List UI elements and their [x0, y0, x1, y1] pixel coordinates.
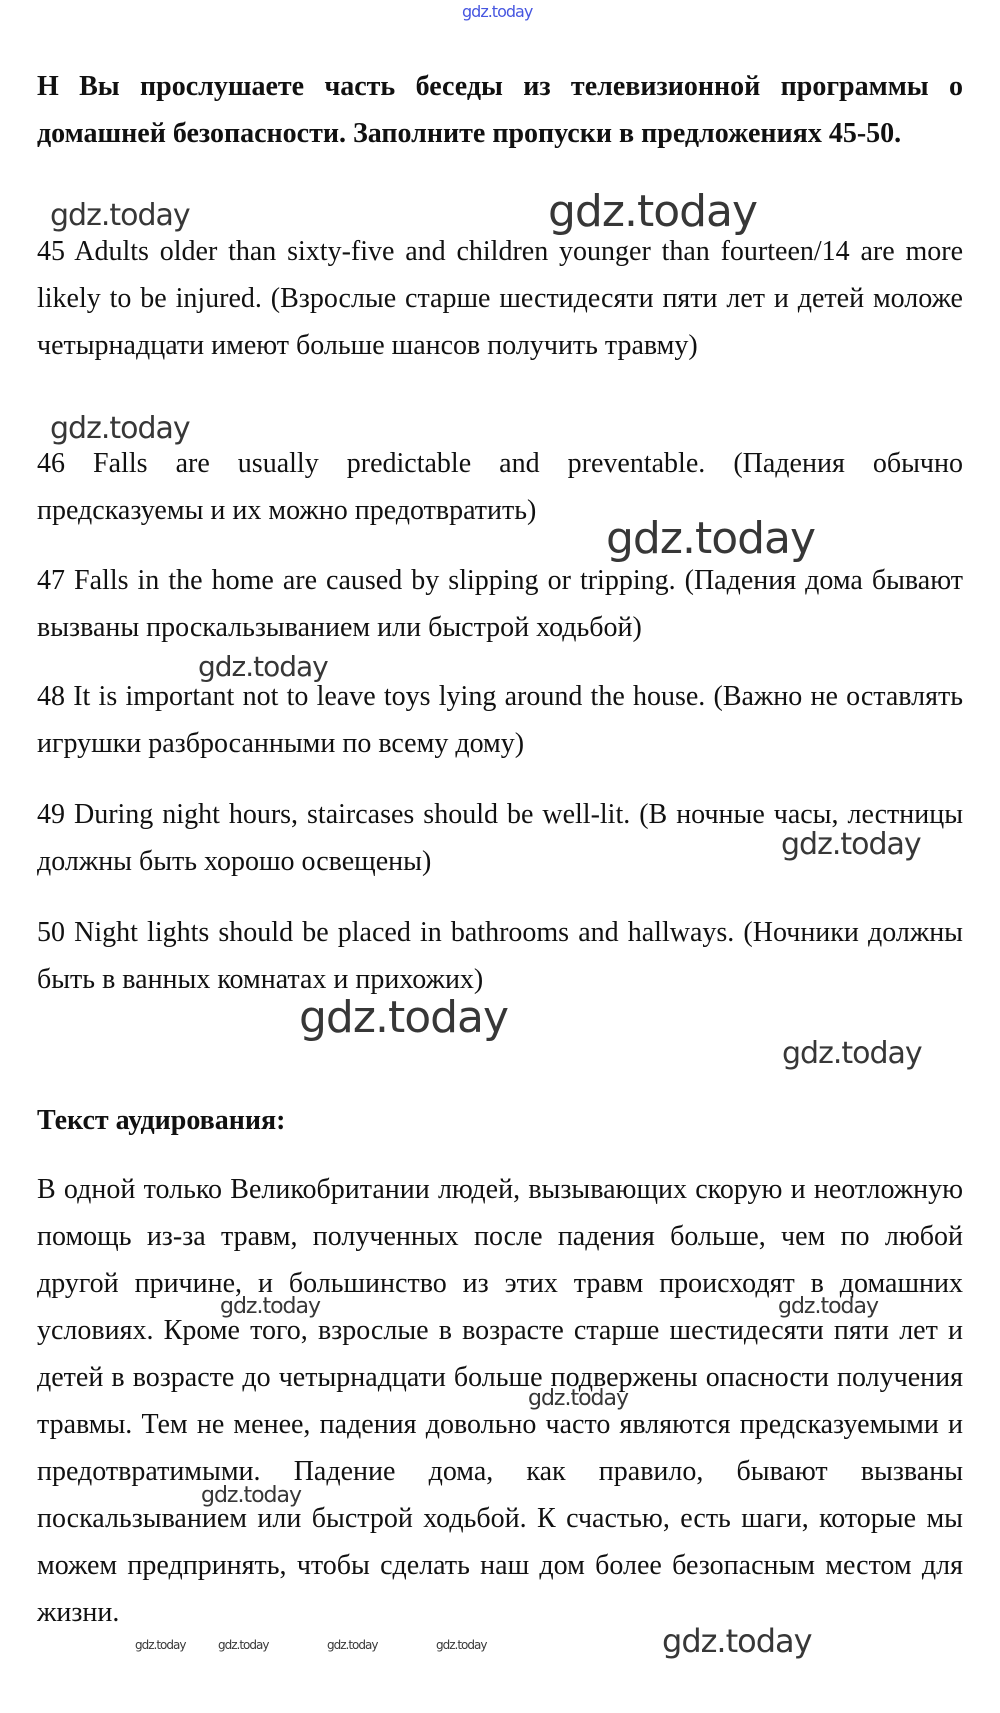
answer-50: 50 Night lights should be placed in bathrooms and hallways. (Ночники должны быть в ванных комнатах и прихожих): [37, 917, 963, 995]
watermark: gdz.today: [548, 186, 758, 237]
watermark: gdz.today: [50, 411, 190, 446]
watermark: gdz.today: [781, 827, 921, 862]
answer-46: 46 Falls are usually predictable and preventable. (Падения обычно предсказуемы и их можно предотвратить): [37, 448, 963, 526]
watermark: gdz.today: [662, 1622, 812, 1660]
transcript-title: Текст аудирования:: [37, 1105, 286, 1136]
watermark: gdz.today: [782, 1036, 922, 1071]
watermark-top: gdz.today: [462, 2, 533, 21]
watermark: gdz.today: [198, 650, 328, 683]
watermark: gdz.today: [299, 992, 509, 1043]
watermark: gdz.today: [218, 1638, 269, 1652]
answer-47: 47 Falls in the home are caused by slipping or tripping. (Падения дома бывают вызваны проскальзыванием или быстрой ходьбой): [37, 565, 963, 643]
watermark: gdz.today: [135, 1638, 186, 1652]
watermark: gdz.today: [50, 198, 190, 233]
watermark: gdz.today: [327, 1638, 378, 1652]
answer-48: 48 It is important not to leave toys lying around the house. (Важно не оставлять игрушки разбросанными по всему дому): [37, 681, 963, 759]
answer-49: 49 During night hours, staircases should be well-lit. (В ночные часы, лестницы должны быть хорошо освещены): [37, 799, 963, 877]
transcript-body: В одной только Великобритании людей, вызывающих скорую и неотложную помощь из-за травм, полученных после падения больше, чем по любой другой причине, и большинство из этих травм происходят в домашних условиях. Кроме того, взрослые в возрасте старше шестидесяти пяти лет и детей в возрасте до четырнадцати больше подвержены опасности получения травмы. Тем не менее, падения довольно часто являются предсказуемыми и предотвратимыми. Падение дома, как правило, бывают вызваны поскальзыванием или быстрой ходьбой. К счастью, есть шаги, которые мы можем предпринять, чтобы сделать наш дом более безопасным местом для жизни.: [37, 1174, 963, 1628]
watermark: gdz.today: [528, 1386, 629, 1411]
answer-45: 45 Adults older than sixty-five and children younger than fourteen/14 are more likely to be injured. (Взрослые старше шестидесяти пяти лет и детей моложе четырнадцати имеют больше шансов получить травму): [37, 236, 963, 361]
watermark: gdz.today: [220, 1294, 321, 1319]
watermark: gdz.today: [201, 1483, 302, 1508]
task-heading: H Вы прослушаете часть беседы из телевизионной программы о домашней безопасности. Заполните пропуски в предложениях 45-50.: [37, 71, 963, 149]
watermark: gdz.today: [436, 1638, 487, 1652]
watermark: gdz.today: [606, 513, 816, 564]
watermark: gdz.today: [778, 1294, 879, 1319]
